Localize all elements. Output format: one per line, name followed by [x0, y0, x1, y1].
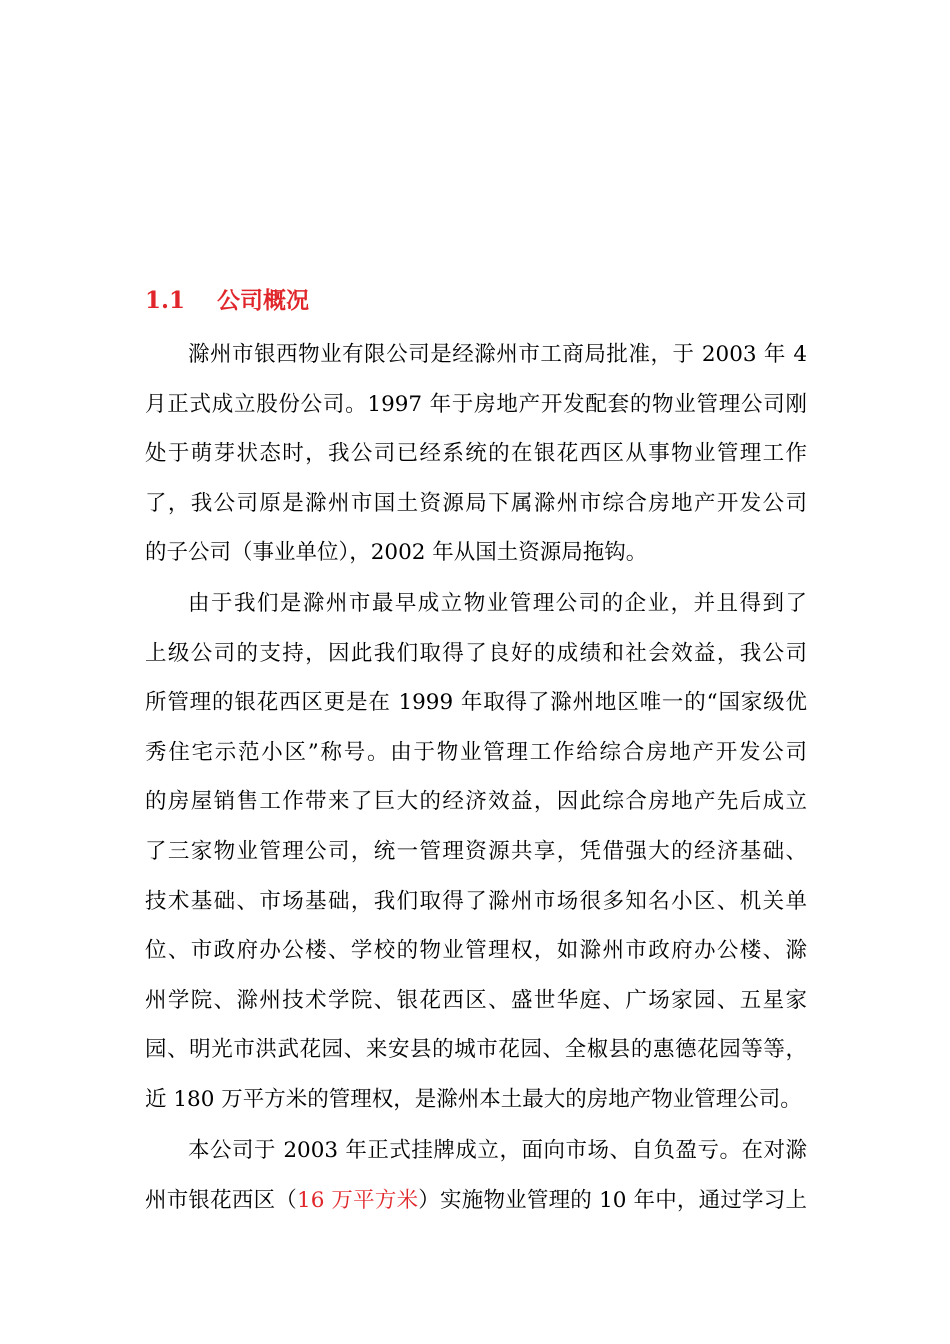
- paragraph-line: 滁州市银西物业有限公司是经滁州市工商局批准，于 2003 年 4: [188, 342, 807, 367]
- paragraph-line: 技术基础、市场基础，我们取得了滁州市场很多知名小区、机关单: [145, 888, 807, 914]
- paragraph-line: [145, 1176, 807, 1226]
- paragraph-company-founding: [145, 330, 807, 578]
- paragraph-line: 的子公司（事业单位），2002 年从国土资源局拖钩。: [145, 540, 648, 566]
- paragraph-line: 本公司于 2003 年正式挂牌成立，面向市场、自负盈亏。在对滁: [188, 1138, 807, 1163]
- paragraph-line: 所管理的银花西区更是在 1999 年取得了滁州地区唯一的“国家级优: [145, 690, 807, 716]
- paragraph-company-achievements: [145, 579, 807, 1125]
- section-heading: [145, 283, 309, 319]
- paragraph-line: 的房屋销售工作带来了巨大的经济效益，因此综合房地产先后成立: [145, 789, 807, 815]
- paragraph-line: 处于萌芽状态时，我公司已经系统的在银花西区从事物业管理工作: [145, 441, 807, 467]
- paragraph-line: 位、市政府办公楼、学校的物业管理权，如滁州市政府办公楼、滁: [145, 938, 807, 964]
- paragraph-line: 秀住宅示范小区”称号。由于物业管理工作给综合房地产开发公司: [145, 739, 807, 765]
- section-number: 1.1: [145, 287, 186, 314]
- paragraph-line: 近 180 万平方米的管理权，是滁州本土最大的房地产物业管理公司。: [145, 1086, 802, 1112]
- paragraph-company-operations: [145, 1126, 807, 1225]
- paragraph-line: 园、明光市洪武花园、来安县的城市花园、全椒县的惠德花园等等，: [145, 1037, 807, 1063]
- section-title: 公司概况: [217, 287, 309, 314]
- paragraph-line: 由于我们是滁州市最早成立物业管理公司的企业，并且得到了: [188, 591, 807, 616]
- paragraph-line: 了，我公司原是滁州市国土资源局下属滁州市综合房地产开发公司: [145, 490, 807, 516]
- area-highlight: 16 万平方米: [297, 1187, 419, 1213]
- paragraph-line: 上级公司的支持，因此我们取得了良好的成绩和社会效益，我公司: [145, 640, 807, 666]
- paragraph-line: 月正式成立股份公司。1997 年于房地产开发配套的物业管理公司刚: [145, 391, 807, 417]
- paragraph-line: 州学院、滁州技术学院、银花西区、盛世华庭、广场家园、五星家: [145, 987, 807, 1013]
- line-text-after: ）实施物业管理的 10 年中，通过学习上: [418, 1187, 807, 1213]
- paragraph-line: 了三家物业管理公司，统一管理资源共享，凭借强大的经济基础、: [145, 838, 807, 864]
- line-text-before: 州市银花西区（: [145, 1187, 298, 1213]
